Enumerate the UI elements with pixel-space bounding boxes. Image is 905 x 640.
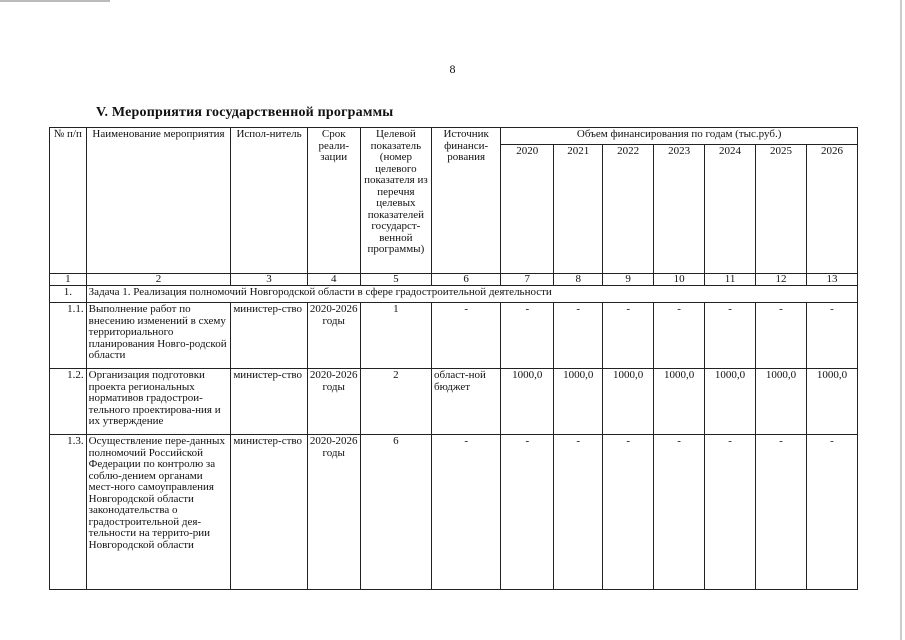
row-value-2023: - [654, 435, 705, 590]
row-value-2026: 1000,0 [806, 369, 857, 435]
header-row-1 [50, 128, 858, 145]
row-value-2024: - [705, 435, 756, 590]
row-source: - [432, 435, 501, 590]
column-number: 7 [501, 274, 554, 286]
header-target: Целевой показатель (номер целевого показателя из перечня целевых показателей государст-венной программы) [360, 128, 431, 274]
column-numbers-row [50, 274, 858, 286]
row-value-2024: 1000,0 [705, 369, 756, 435]
row-value-2020: - [501, 303, 554, 369]
row-value-2026: - [806, 303, 857, 369]
column-number: 12 [756, 274, 807, 286]
header-source: Источник финанси-рования [432, 128, 501, 274]
row-source: област-ной бюджет [432, 369, 501, 435]
column-number: 2 [86, 274, 231, 286]
section-title: V. Мероприятия государственной программы [96, 105, 394, 120]
row-value-2023: - [654, 303, 705, 369]
row-name: Выполнение работ по внесению изменений в схему территориального планирования Новго-родской области [86, 303, 231, 369]
scan-artifact-right-edge [900, 0, 902, 640]
row-value-2024: - [705, 303, 756, 369]
row-target: 2 [360, 369, 431, 435]
column-number: 10 [654, 274, 705, 286]
row-value-2021: - [554, 435, 603, 590]
row-name: Осуществление пере-данных полномочий Российской Федерации по контролю за соблю-дением органами мест-ного самоуправления Новгородской области законодательства о градостроительной дея-тельности на террито-рии Новгородской области [86, 435, 231, 590]
table-row [50, 303, 858, 369]
row-value-2022: 1000,0 [603, 369, 654, 435]
header-term: Срок реали-зации [307, 128, 360, 274]
row-value-2020: - [501, 435, 554, 590]
row-source: - [432, 303, 501, 369]
column-number: 3 [231, 274, 307, 286]
row-term: 2020-2026 годы [307, 435, 360, 590]
row-executor: министер-ство [231, 303, 307, 369]
column-number: 8 [554, 274, 603, 286]
column-number: 4 [307, 274, 360, 286]
task-num: 1. [50, 286, 87, 303]
row-name: Организация подготовки проекта региональных нормативов градострои-тельного проектирова-ния и их утверждение [86, 369, 231, 435]
row-value-2026: - [806, 435, 857, 590]
row-executor: министер-ство [231, 435, 307, 590]
row-target: 1 [360, 303, 431, 369]
scan-artifact-top-left [0, 0, 110, 2]
header-year-2022: 2022 [603, 145, 654, 274]
table-row [50, 369, 858, 435]
header-year-2025: 2025 [756, 145, 807, 274]
header-num: № п/п [50, 128, 87, 274]
header-year-2024: 2024 [705, 145, 756, 274]
activities-table [49, 127, 858, 590]
header-year-2020: 2020 [501, 145, 554, 274]
row-value-2025: 1000,0 [756, 369, 807, 435]
column-number: 11 [705, 274, 756, 286]
table-row [50, 435, 858, 590]
header-executor: Испол-нитель [231, 128, 307, 274]
row-value-2025: - [756, 435, 807, 590]
header-year-2023: 2023 [654, 145, 705, 274]
row-target: 6 [360, 435, 431, 590]
row-num: 1.1. [50, 303, 87, 369]
row-value-2021: 1000,0 [554, 369, 603, 435]
row-value-2025: - [756, 303, 807, 369]
row-executor: министер-ство [231, 369, 307, 435]
header-year-2026: 2026 [806, 145, 857, 274]
row-value-2020: 1000,0 [501, 369, 554, 435]
column-number: 5 [360, 274, 431, 286]
column-number: 13 [806, 274, 857, 286]
header-name: Наименование мероприятия [86, 128, 231, 274]
row-term: 2020-2026 годы [307, 303, 360, 369]
row-value-2022: - [603, 303, 654, 369]
task-text: Задача 1. Реализация полномочий Новгородской области в сфере градостроительной деятельности [86, 286, 857, 303]
row-num: 1.3. [50, 435, 87, 590]
header-year-2021: 2021 [554, 145, 603, 274]
row-num: 1.2. [50, 369, 87, 435]
column-number: 6 [432, 274, 501, 286]
row-value-2021: - [554, 303, 603, 369]
header-funding: Объем финансирования по годам (тыс.руб.) [501, 128, 858, 145]
page-number: 8 [449, 62, 456, 76]
row-value-2023: 1000,0 [654, 369, 705, 435]
column-number: 1 [50, 274, 87, 286]
task-row [50, 286, 858, 303]
column-number: 9 [603, 274, 654, 286]
row-value-2022: - [603, 435, 654, 590]
row-term: 2020-2026 годы [307, 369, 360, 435]
